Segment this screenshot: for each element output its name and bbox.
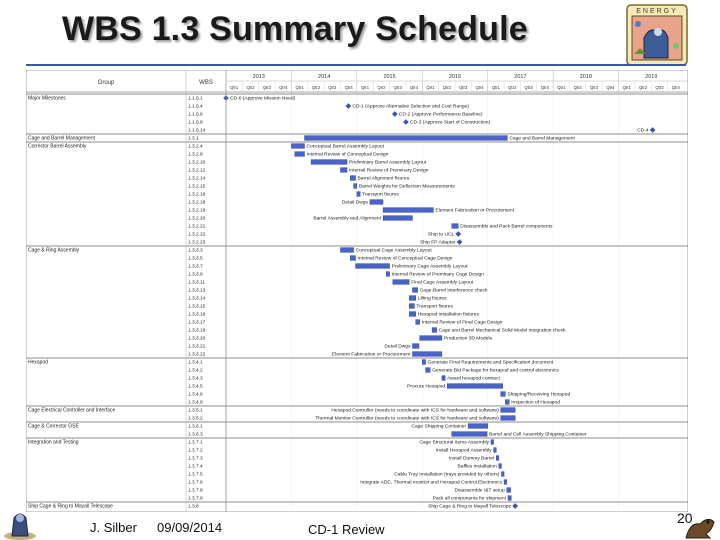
task-label: Cage-Barrel interference check xyxy=(419,288,488,294)
wbs-code: 1.3.2.15 xyxy=(188,184,206,190)
wbs-code: 1.1.6.1 xyxy=(188,96,203,102)
quarter-label: Qtr1 xyxy=(295,85,304,90)
task-bar xyxy=(386,272,389,277)
task-label: Internal Review of Preminary Design xyxy=(349,168,429,174)
wbs-code: 1.3.3.15 xyxy=(188,304,206,310)
wbs-code: 1.3.7.2 xyxy=(188,448,203,454)
task-bar xyxy=(311,160,347,165)
task-bar xyxy=(501,392,506,397)
wbs-code: 1.3.7.6 xyxy=(188,480,203,486)
task-bar xyxy=(494,448,497,453)
task-bar xyxy=(383,208,433,213)
quarter-label: Qtr3 xyxy=(459,85,468,90)
wbs-code: 1.3.4.6 xyxy=(188,392,203,398)
task-bar xyxy=(291,144,304,149)
quarter-label: Qtr4 xyxy=(344,85,353,90)
quarter-label: Qtr1 xyxy=(491,85,500,90)
task-bar xyxy=(505,400,509,405)
wbs-code: 1.3.7.1 xyxy=(188,440,203,446)
wbs-code: 1.3.4.2 xyxy=(188,368,203,374)
task-bar xyxy=(354,184,357,189)
task-label: Conceptual Cage Assembly Layout xyxy=(355,248,432,254)
task-bar xyxy=(426,368,431,373)
task-label: Internal Review of Conceptual Design xyxy=(306,152,389,158)
doe-logo-icon xyxy=(624,2,690,68)
task-label: Generate Bid Package for hexapod and control electronics xyxy=(432,368,559,374)
wbs-code: 1.3.1 xyxy=(188,136,199,142)
wbs-code: 1.3.4.3 xyxy=(188,376,203,382)
task-bar xyxy=(295,152,305,157)
quarter-label: Qtr2 xyxy=(639,85,648,90)
group-column-header: Group xyxy=(97,80,115,86)
wbs-code: 1.3.4.1 xyxy=(188,360,203,366)
wbs-code: 1.3.2.18 xyxy=(188,200,206,206)
task-bar xyxy=(491,440,494,445)
task-bar xyxy=(496,456,499,461)
wbs-code: 1.3.4.5 xyxy=(188,384,203,390)
task-label: Transport fixures xyxy=(416,304,453,310)
wbs-code: 1.3.2.12 xyxy=(188,168,206,174)
year-label: 2013 xyxy=(252,74,265,80)
quarter-label: Qtr1 xyxy=(360,85,370,90)
quarter-label: Qtr4 xyxy=(475,85,484,90)
task-bar xyxy=(508,496,511,501)
quarter-label: Qtr3 xyxy=(655,85,664,90)
wbs-code: 1.3.6.1 xyxy=(188,424,203,430)
wbs-code: 1.3.7.4 xyxy=(188,464,203,470)
group-label: Ship Cage & Ring to Mayall Telescope xyxy=(28,503,113,510)
task-bar xyxy=(501,408,515,413)
wbs-code: 1.3.7.9 xyxy=(188,496,203,502)
task-label: Hexapod Controller (needs to coordinate with ICS for hardware and software) xyxy=(331,408,499,414)
task-label: Barrel and Cell Assembly Shipping Container xyxy=(489,432,587,438)
wbs-code: 1.3.4.8 xyxy=(188,400,203,406)
quarter-label: Qtr3 xyxy=(524,85,533,90)
quarter-label: Qtr3 xyxy=(262,85,271,90)
task-label: CD-4 xyxy=(637,128,649,134)
task-label: Final Cage Assembly Layout xyxy=(411,280,474,286)
group-label: Major Milestones xyxy=(28,95,66,102)
task-bar xyxy=(305,136,508,141)
task-label: Internal Review of Conceptual Cage Design xyxy=(357,256,453,262)
task-label: Conceptual Barrel Assembly Layout xyxy=(306,144,384,150)
quarter-label: Qtr2 xyxy=(442,85,451,90)
task-label: Disassemble and Pack Barrel components xyxy=(460,224,553,230)
slide-title: WBS 1.3 Summary Schedule xyxy=(62,10,528,48)
wbs-code: 1.3.5.1 xyxy=(188,408,203,414)
wbs-code: 1.1.6.14 xyxy=(188,128,206,134)
group-label: Cage & Ring Assembly xyxy=(28,247,80,254)
task-label: Preliminary Barrel Assembly Layout xyxy=(349,160,427,166)
task-bar xyxy=(501,472,504,477)
year-label: 2015 xyxy=(383,74,396,80)
logo-text: ENERGY xyxy=(636,8,678,15)
group-label: Cage Electrical Controller and Interface xyxy=(28,407,116,414)
task-label: Procure Hexapod xyxy=(407,384,446,390)
task-label: Ship Cage & Ring to Mayall Telescope xyxy=(428,504,512,510)
wbs-code: 1.3.2.10 xyxy=(188,160,206,166)
wbs-code: 1.3.8 xyxy=(188,504,199,510)
task-bar xyxy=(412,344,419,349)
task-label: Barrel Assembly and Alignment xyxy=(313,216,382,222)
wbs-code: 1.3.3.7 xyxy=(188,264,203,270)
task-label: CD-1 (Approve Alternative Selection and Cost Range) xyxy=(352,104,469,110)
footer-event: CD-1 Review xyxy=(308,522,385,537)
task-label: Barrel Weights for Deflection Measurements xyxy=(358,184,455,190)
quarter-label: Qtr2 xyxy=(311,85,321,90)
task-bar xyxy=(350,256,355,261)
wbs-code: 1.3.2.19 xyxy=(188,208,206,214)
wbs-code: 1.3.3.19 xyxy=(188,328,206,334)
task-label: Ship to UCL xyxy=(427,232,455,238)
task-label: CD-3 (Approve Start of Construction) xyxy=(409,120,491,126)
task-label: Shipping/Receiving Hexapod xyxy=(507,392,571,398)
wbs-code: 1.3.2.14 xyxy=(188,176,206,182)
task-bar xyxy=(422,360,425,365)
year-label: 2014 xyxy=(318,74,331,80)
task-bar xyxy=(409,296,416,301)
task-label: Cable Tray Installation (trays provided by others) xyxy=(394,472,500,478)
task-label: Preliminary Cage Assembly Layout xyxy=(391,264,468,270)
mascot-left-icon xyxy=(2,506,38,540)
quarter-label: Qtr3 xyxy=(589,85,599,90)
quarter-label: Qtr4 xyxy=(410,85,419,90)
task-bar xyxy=(420,336,442,341)
quarter-label: Qtr4 xyxy=(671,85,680,90)
task-label: Transport fixures xyxy=(362,192,399,198)
gantt-chart xyxy=(26,70,688,512)
quarter-label: Qtr1 xyxy=(622,85,631,90)
quarter-label: Qtr4 xyxy=(606,85,615,90)
wbs-code: 1.1.6.8 xyxy=(188,120,203,126)
wbs-code: 1.3.3.9 xyxy=(188,272,203,278)
task-label: Cage Shipping Container xyxy=(411,424,467,430)
wbs-code: 1.3.2.21 xyxy=(188,224,206,230)
task-bar xyxy=(357,192,360,197)
task-bar xyxy=(432,328,437,333)
task-bar xyxy=(452,432,487,437)
wbs-code: 1.1.6.4 xyxy=(188,104,203,110)
wbs-code: 1.3.3.11 xyxy=(188,280,205,286)
group-label: Integration and Testing xyxy=(28,439,79,446)
task-label: Barrel Alignment fixures xyxy=(357,176,410,182)
wbs-code: 1.3.3.20 xyxy=(188,336,206,342)
task-bar xyxy=(447,384,503,389)
wbs-code: 1.3.6.3 xyxy=(188,432,203,438)
wbs-code: 1.3.2.8 xyxy=(188,152,203,158)
task-bar xyxy=(409,304,414,309)
wbs-code: 1.3.3.3 xyxy=(188,248,203,254)
quarter-label: Qtr3 xyxy=(393,85,402,90)
task-label: Install Dummy Barrel xyxy=(448,456,495,462)
task-bar xyxy=(416,320,420,325)
quarter-label: Qtr1 xyxy=(230,85,239,90)
task-label: Thermal Monitor Controller (needs to coordinate with ICS for hardware and software) xyxy=(315,416,499,422)
year-label: 2017 xyxy=(514,74,527,80)
task-bar xyxy=(499,464,502,469)
quarter-label: Qtr2 xyxy=(508,85,517,90)
title-rule xyxy=(26,64,686,66)
task-bar xyxy=(504,480,507,485)
page-number: 20 xyxy=(677,510,693,526)
task-label: Award hexapod contract xyxy=(447,376,500,382)
group-label: Corrector Barrel Assembly xyxy=(28,143,87,150)
footer-author: J. Silber xyxy=(90,520,137,535)
task-bar xyxy=(452,224,459,229)
task-label: Inspection of Hexapod xyxy=(511,400,560,406)
quarter-label: Qtr1 xyxy=(557,85,566,90)
wbs-code: 1.3.3.21 xyxy=(188,344,206,350)
task-label: CD-0 (Approve Mission Need) xyxy=(230,96,296,102)
wbs-code: 1.3.3.13 xyxy=(188,288,206,294)
quarter-label: Qtr2 xyxy=(246,85,255,90)
quarter-label: Qtr4 xyxy=(279,85,288,90)
quarter-label: Qtr2 xyxy=(573,85,582,90)
wbs-code: 1.3.3.17 xyxy=(188,320,206,326)
wbs-code: 1.3.7.3 xyxy=(188,456,203,462)
wbs-code: 1.3.7.5 xyxy=(188,472,203,478)
task-bar xyxy=(507,488,511,493)
wbs-code: 1.3.2.16 xyxy=(188,192,206,198)
wbs-code: 1.3.2.4 xyxy=(188,144,203,150)
task-label: Internal Review of Preminary Cage Design xyxy=(391,272,484,278)
wbs-code: 1.3.3.14 xyxy=(188,296,206,302)
task-label: Internal Review of Final Cage Design xyxy=(421,320,503,326)
group-label: Hexapod xyxy=(28,359,49,366)
wbs-column-header: WBS xyxy=(199,80,213,86)
footer-date: 09/09/2014 xyxy=(157,520,223,535)
task-label: Cage and Barrel Management xyxy=(509,136,575,142)
wbs-code: 1.3.3.22 xyxy=(188,352,206,358)
wbs-code: 1.1.6.6 xyxy=(188,112,203,118)
mascot-right-icon xyxy=(682,508,718,540)
task-bar xyxy=(409,312,416,317)
task-label: Install Hexapod Assembly xyxy=(435,448,492,454)
task-label: Production 3D Models xyxy=(443,336,493,342)
task-bar xyxy=(393,280,409,285)
task-label: CD-2 (Approve Performance Baseline) xyxy=(398,112,483,118)
task-bar xyxy=(468,424,488,429)
task-label: Generate Final Requirements and Specification document xyxy=(427,360,554,366)
wbs-code: 1.3.3.16 xyxy=(188,312,206,318)
task-label: Detail Dwgs xyxy=(341,200,368,206)
task-bar xyxy=(383,216,412,221)
task-label: Lifting fixures xyxy=(417,296,447,302)
task-label: Disassemble I&T setup xyxy=(454,488,505,494)
year-label: 2016 xyxy=(448,74,462,80)
year-label: 2019 xyxy=(645,74,658,80)
group-label: Cage & Corrector GSE xyxy=(28,423,79,430)
task-bar xyxy=(356,264,390,269)
task-label: Cage and Barrel Mechanical Solid Model integration check xyxy=(438,328,566,334)
quarter-label: Qtr1 xyxy=(426,85,435,90)
task-label: Baffles installation xyxy=(457,464,497,470)
task-bar xyxy=(442,376,445,381)
wbs-code: 1.3.2.23 xyxy=(188,240,206,246)
quarter-label: Qtr4 xyxy=(540,85,550,90)
task-bar xyxy=(341,168,348,173)
task-label: Pack all components for shipment xyxy=(432,496,506,502)
quarter-label: Qtr2 xyxy=(377,85,386,90)
task-label: Hexapod installation fixtures xyxy=(417,312,479,318)
wbs-code: 1.3.5.2 xyxy=(188,416,203,422)
task-label: Element Fabrication or Procurement xyxy=(331,352,411,358)
task-bar xyxy=(412,288,417,293)
task-label: Cage Structural Items Assembly xyxy=(419,440,489,446)
task-bar xyxy=(350,176,355,181)
task-bar xyxy=(501,416,515,421)
wbs-code: 1.3.3.5 xyxy=(188,256,203,262)
task-label: Detail Dwgs xyxy=(384,344,411,350)
task-label: Ship FP Adapter xyxy=(420,240,456,246)
task-bar xyxy=(412,352,441,357)
year-label: 2018 xyxy=(579,74,592,80)
wbs-code: 1.3.2.22 xyxy=(188,232,206,238)
task-label: Element Fabrication or Procurement xyxy=(435,208,514,214)
task-bar xyxy=(370,200,383,205)
wbs-code: 1.3.7.8 xyxy=(188,488,203,494)
task-bar xyxy=(341,248,354,253)
quarter-label: Qtr3 xyxy=(328,85,337,90)
task-label: Integrate ADC, Thermal monitor and Hexapod Control Electronics xyxy=(360,480,503,486)
group-label: Cage and Barrel Management xyxy=(28,135,95,142)
wbs-code: 1.3.2.20 xyxy=(188,216,206,222)
